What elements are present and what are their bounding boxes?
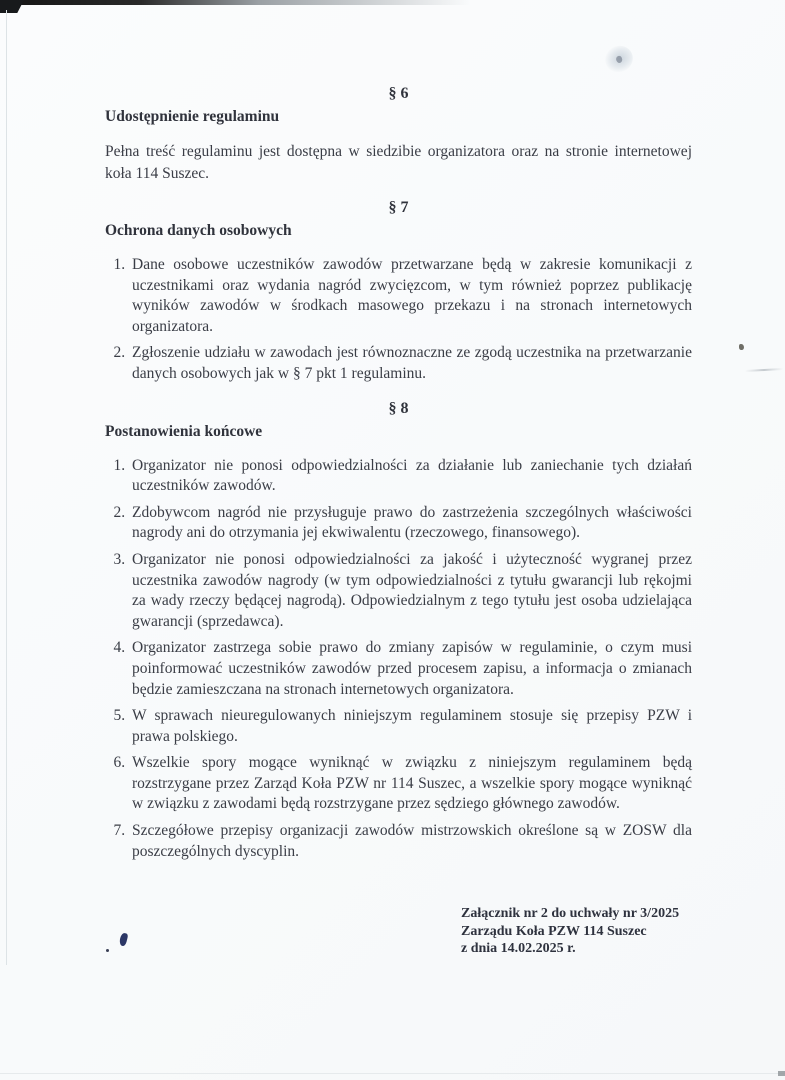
section-heading: Postanowienia końcowe bbox=[105, 422, 263, 440]
paragraph-mark: § 8 bbox=[388, 399, 409, 417]
list-item: 6. Wszelkie spory mogące wyniknąć w związku z niniejszym regulaminem będą rozstrzygane przez Zarząd Koła PZW nr 114 Suszec, a wszelkie spory mogące wyniknąć w związku z zawodami będą rozstrzygane przez sędziego głównego zawodów. bbox=[129, 753, 692, 815]
ink-speck bbox=[739, 344, 744, 350]
list-item: 7. Szczegółowe przepisy organizacji zawodów mistrzowskich określone są w ZOSW dla poszczególnych dyscyplin. bbox=[129, 821, 692, 862]
paragraph-mark: § 6 bbox=[388, 85, 409, 102]
scan-edge-top-artifact bbox=[0, 0, 470, 5]
scan-smudge-core bbox=[615, 55, 623, 64]
scan-smudge-artifact bbox=[601, 41, 637, 76]
annotation-line: Załącznik nr 2 do uchwały nr 3/2025 bbox=[461, 906, 680, 921]
list-item: 4. Organizator zastrzega sobie prawo do zmiany zapisów w regulaminie, o czym musi poinformować uczestników zawodów przed procesem zapisu, a informacja o zmianach będzie zamieszczana na stronach internetowych organizatora. bbox=[129, 638, 692, 700]
list-item: 2. Zgłoszenie udziału w zawodach jest równoznaczne ze zgodą uczestnika na przetwarzanie danych osobowych jak w § 7 pkt 1 regulaminu. bbox=[129, 343, 692, 384]
list-item: 5. W sprawach nieuregulowanych niniejszym regulaminem stosuje się przepisy PZW i prawa polskiego. bbox=[129, 706, 692, 747]
list-item: 2. Zdobywcom nagród nie przysługuje prawo do zastrzeżenia szczególnych właściwości nagrody ani do otrzymania jej ekwiwalentu (rzeczowego, finansowego). bbox=[129, 503, 692, 544]
scan-corner-bottom-right-artifact bbox=[778, 1071, 785, 1076]
page-content bbox=[105, 84, 692, 868]
annotation-line: Zarządu Koła PZW 114 Suszec bbox=[461, 923, 647, 939]
section-heading: Ochrona danych osobowych bbox=[105, 222, 292, 239]
section-heading: Udostępnienie regulaminu bbox=[105, 108, 280, 125]
body-paragraph: Pełna treść regulaminu jest dostępna w siedzibie organizatora oraz na stronie internetowej koła 114 Suszec. bbox=[105, 143, 692, 182]
numbered-list bbox=[105, 456, 692, 863]
paragraph-mark: § 7 bbox=[388, 199, 409, 216]
section-paragraph-8 bbox=[105, 399, 692, 863]
scan-scratch-artifact bbox=[745, 368, 783, 372]
ink-blot bbox=[119, 932, 129, 946]
list-item: 1. Dane osobowe uczestników zawodów przetwarzane będą w zakresie komunikacji z uczestnikami oraz wydania nagród zwycięzcom, w tym również poprzez publikację wyników zawodów w środkach masowego przekazu i na stronach internetowych organizatora. bbox=[129, 255, 692, 337]
attachment-annotation bbox=[461, 905, 679, 958]
annotation-line: z dnia 14.02.2025 r. bbox=[461, 941, 576, 956]
section-paragraph-7 bbox=[105, 198, 692, 385]
scan-corner-top-left-artifact bbox=[0, 0, 24, 13]
scan-edge-bottom-line bbox=[0, 1073, 785, 1074]
section-paragraph-6 bbox=[105, 84, 692, 184]
numbered-list bbox=[105, 255, 692, 385]
scan-edge-left-line bbox=[6, 10, 7, 965]
list-item: 1. Organizator nie ponosi odpowiedzialności za działanie lub zaniechanie tych działań uczestników zawodów. bbox=[129, 456, 692, 497]
ink-dot bbox=[106, 949, 109, 952]
list-item: 3. Organizator nie ponosi odpowiedzialności za jakość i użyteczność wygranej przez uczestnika zawodów nagrody (w tym odpowiedzialności z tytułu gwarancji lub rękojmi za wady rzeczy będącej nagrodą). Odpowiedzialnym z tego tytułu jest osoba udzielająca gwarancji (sprzedawca). bbox=[129, 550, 692, 632]
